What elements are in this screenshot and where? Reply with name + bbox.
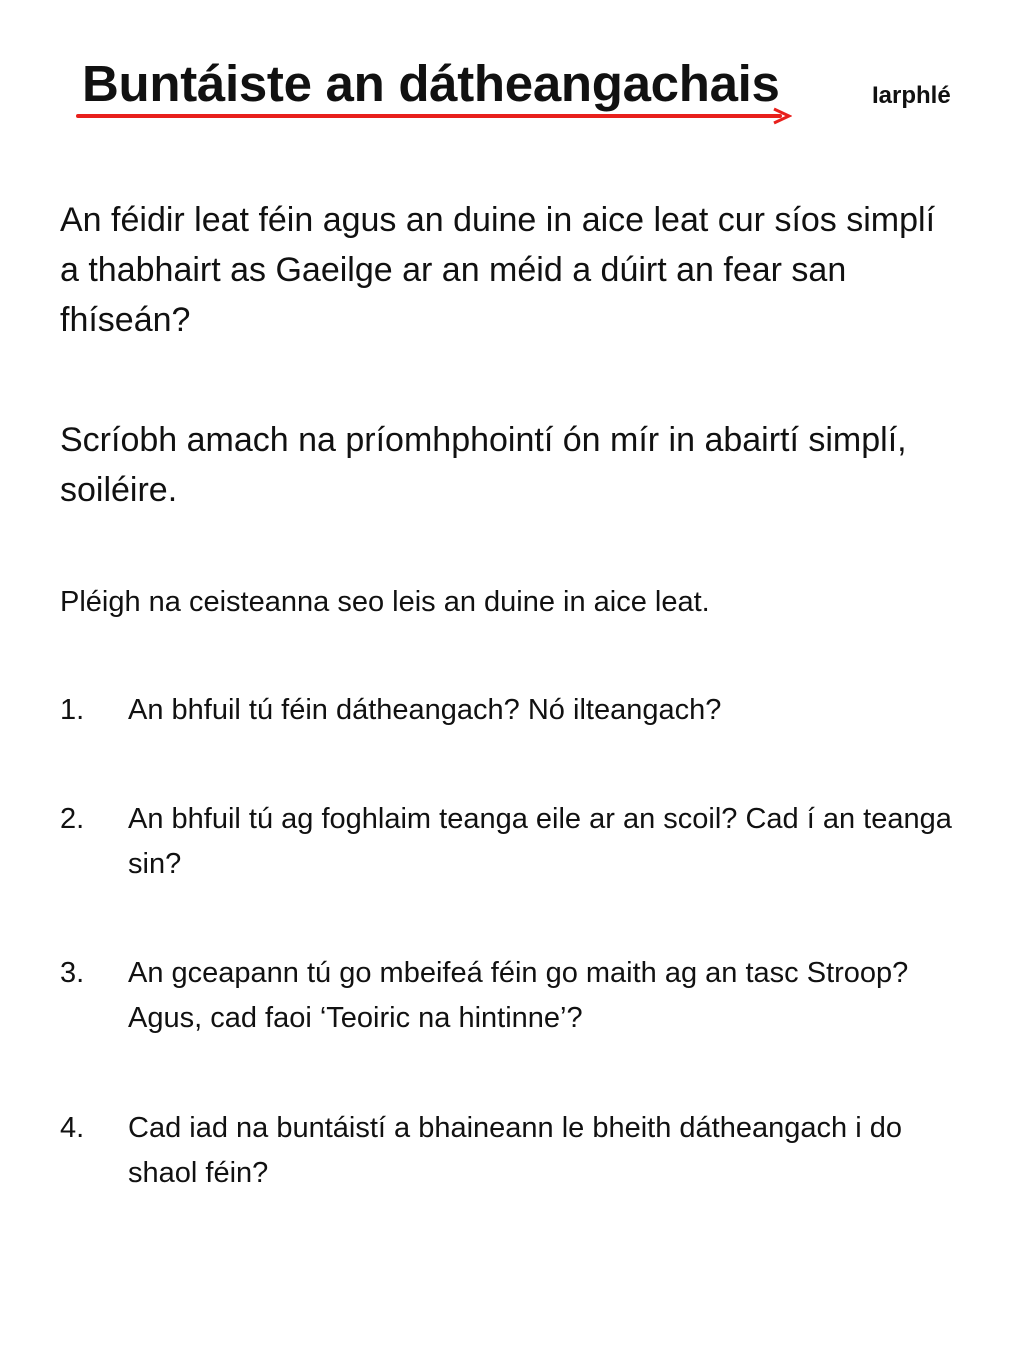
question-item (60, 797, 960, 887)
question-text: An bhfuil tú ag foghlaim teanga eile ar an scoil? Cad í an teanga sin? (128, 803, 952, 880)
intro-paragraph-2: Scríobh amach na príomhphointí ón mír in abairtí simplí, soiléire. (60, 421, 907, 509)
title-underline-arrow (76, 106, 792, 126)
question-item (60, 1106, 960, 1196)
question-item (60, 688, 960, 733)
question-number: 1. (60, 694, 85, 726)
discussion-instruction: Pléigh na ceisteanna seo leis an duine in aice leat. (60, 586, 710, 618)
question-item (60, 951, 960, 1041)
title-tag: Iarphlé (872, 82, 951, 109)
slide-title: Buntáiste an dátheangachais (82, 55, 780, 112)
question-number: 2. (60, 803, 85, 835)
question-number: 3. (60, 957, 85, 989)
question-text: An bhfuil tú féin dátheangach? Nó ilteangach? (128, 694, 722, 726)
question-text: An gceapann tú go mbeifeá féin go maith ag an tasc Stroop? Agus, cad faoi ‘Teoiric na hintinne’? (128, 957, 909, 1034)
intro-paragraph-1: An féidir leat féin agus an duine in aice leat cur síos simplí a thabhairt as Gaeilge ar an méid a dúirt an fear san fhíseán? (60, 201, 936, 339)
question-text: Cad iad na buntáistí a bhaineann le bheith dátheangach i do shaol féin? (128, 1112, 902, 1189)
question-number: 4. (60, 1112, 85, 1144)
